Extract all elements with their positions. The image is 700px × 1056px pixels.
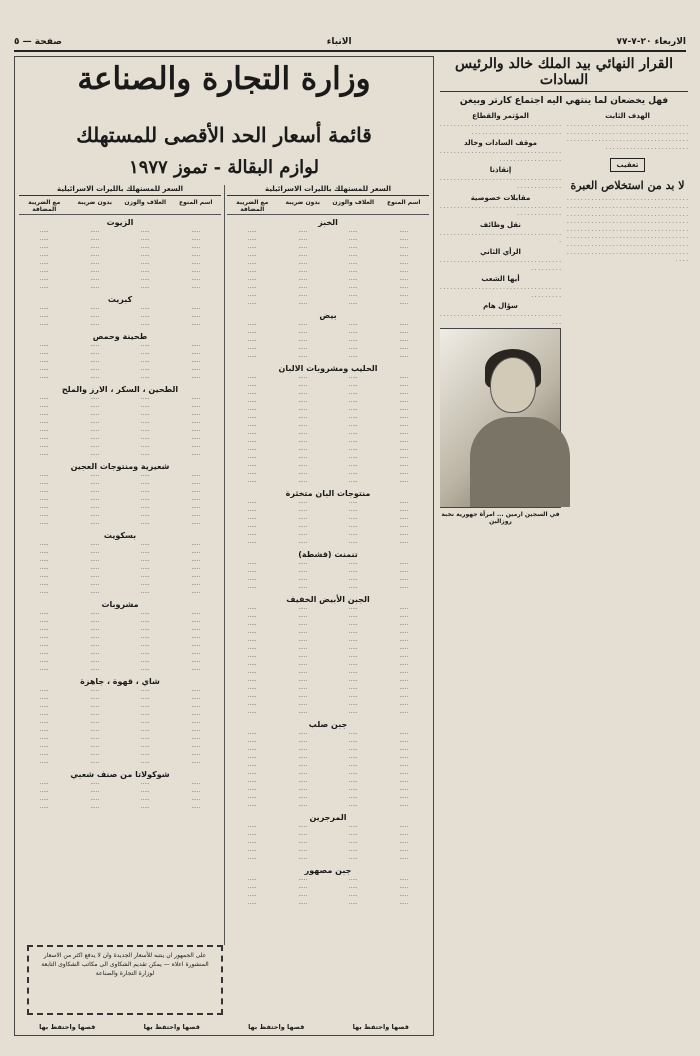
price-row: ····· ····· ····· ····· bbox=[247, 840, 409, 846]
price-row: ····· ····· ····· ····· bbox=[247, 678, 409, 684]
clip-label: قصها واحتفظ بها bbox=[143, 1023, 200, 1031]
price-row: ····· ····· ····· ····· bbox=[39, 752, 201, 758]
price-row: ····· ····· ····· ····· bbox=[247, 779, 409, 785]
price-row: ····· ····· ····· ····· bbox=[247, 354, 409, 360]
price-row: ····· ····· ····· ····· bbox=[247, 423, 409, 429]
price-row: ····· ····· ····· ····· bbox=[39, 712, 201, 718]
price-row: ····· ····· ····· ····· bbox=[39, 696, 201, 702]
price-row: ····· ····· ····· ····· bbox=[247, 447, 409, 453]
price-row: ····· ····· ····· ····· bbox=[247, 630, 409, 636]
price-row: ····· ····· ····· ····· bbox=[39, 436, 201, 442]
price-row: ····· ····· ····· ····· bbox=[247, 338, 409, 344]
price-row: ····· ····· ····· ····· bbox=[247, 407, 409, 413]
price-row: ····· ····· ····· ····· bbox=[247, 787, 409, 793]
price-row: ····· ····· ····· ····· bbox=[39, 728, 201, 734]
price-row: ····· ····· ····· ····· bbox=[39, 322, 201, 328]
price-row: ····· ····· ····· ····· bbox=[247, 747, 409, 753]
price-row: ····· ····· ····· ····· bbox=[247, 269, 409, 275]
price-row: ····· ····· ····· ····· bbox=[247, 516, 409, 522]
price-row: ····· ····· ····· ····· bbox=[39, 367, 201, 373]
price-row: ····· ····· ····· ····· bbox=[247, 885, 409, 891]
price-row: ····· ····· ····· ····· bbox=[247, 614, 409, 620]
price-row: ····· ····· ····· ····· bbox=[39, 797, 201, 803]
price-row: ····· ····· ····· ····· bbox=[247, 638, 409, 644]
price-row: ····· ····· ····· ····· bbox=[39, 558, 201, 564]
price-row: ····· ····· ····· ····· bbox=[247, 293, 409, 299]
price-row: ····· ····· ····· ····· bbox=[39, 253, 201, 259]
article-body: الهدف الثابت . . . . . . . . . . . . . . . . . . . . . . . . . . . . . . . . . . . . . . . . . . . . . . . . . . . . . . . . . . . . . . . . . . . . . . . . . . . . . . . . . . . . . . . . . . . . . . . . . . . . . . . . . . . . . . . . . . . . . . . . . . . . . . . . . تعقيب لا بد من استخلاص العبرة . . . . . . . . . . . . . . . . . . . . . . . . . . . . . . . . . . . . . . . . . . . . . . . . . . . . . . . . . . . . . . . . . . . . . . . . . . . . . . . . . . . . . . . . . . . . . . . . . . . . . . . . . . . . . . . . . . . . . . . . . . . . . . . . . . . . . . . . . . . . . . . . . . . . . . . . . . . . . . . . . . . . . . . . . . . . . . . . . . . . . . . . . . . . . . . . . . . . . . . . . . . . . . . . . . . . . . . . . . . . . . . . . . . . . . . . . . . . . . . . . . . . . . . . . . . . . . . . . . . . . . . . . . . . . . . . . . . . . . . . . . . . المؤتمر والقطاع . . . . . . . . . . . . . . . . . . . . . . . . . . . . . . . . . . . . . . . . . . . . . . . . . . . . . . . . . . . . . موقف السادات وخالد . . . . . . . . . . . . . . . . . . . . . . . . . . . . . . . . . . . . . . . . . . . . . . . . . . . . . إنقاذنا . . . . . . . . . . . . . . . . . . . . . . . . . . . . . . . . . . . . . . . . . . . . . . . . مقابلات خصوصية . . . . . . . . . . . . . . . . . . . . . . . . . . . . . . . . . . . . . . . . . . . . . . . . نقل وظائف . . . . . . . . . . . . . . . . . . . . . . . . . . . . . . . . . . . . الرأي الثاني . . . . . . . . . . . . . . . . . . . . . . . . . . . . . . . . . . . . . . . . . . . . أيها الشعب . . . . . . . . . . . . . . . . . . . . . . . . . . . . . . . . . . . . . . . . . . . . سؤال هام . . . . . . . . . . . . . . . . . . . . . . . . . . . . . . . . . . . . . . في السجين ارمين ... امرأة جهورية نخبة روزالين bbox=[440, 112, 688, 525]
subsection-title: سؤال هام bbox=[483, 302, 518, 311]
price-row: ····· ····· ····· ····· bbox=[39, 744, 201, 750]
price-row: ····· ····· ····· ····· bbox=[39, 412, 201, 418]
price-row: ····· ····· ····· ····· bbox=[247, 731, 409, 737]
price-row: ····· ····· ····· ····· bbox=[247, 301, 409, 307]
column-header: السعر للمستهلك بالليرات الاسرائيلية bbox=[19, 185, 221, 196]
price-row: ····· ····· ····· ····· bbox=[247, 261, 409, 267]
price-row: ····· ····· ····· ····· bbox=[39, 444, 201, 450]
section-title: شوكولاتا من صنف شعبي bbox=[70, 770, 170, 779]
price-row: ····· ····· ····· ····· bbox=[247, 322, 409, 328]
price-row: ····· ····· ····· ····· bbox=[247, 508, 409, 514]
subsection-title: نقل وظائف bbox=[480, 220, 521, 229]
price-row: ····· ····· ····· ····· bbox=[39, 542, 201, 548]
subsection-title: موقف السادات وخالد bbox=[463, 139, 538, 148]
price-row: ····· ····· ····· ····· bbox=[39, 306, 201, 312]
list-date-title: لوازم البقالة - تموز ١٩٧٧ bbox=[129, 157, 319, 178]
table-header: اسم المنوع الغلاف والوزن بدون ضريبة مع الضريبة المضافة bbox=[227, 198, 429, 215]
price-row: ····· ····· ····· ····· bbox=[247, 686, 409, 692]
price-row: ····· ····· ····· ····· bbox=[39, 805, 201, 811]
price-row: ····· ····· ····· ····· bbox=[247, 524, 409, 530]
price-row: ····· ····· ····· ····· bbox=[247, 399, 409, 405]
price-row: ····· ····· ····· ····· bbox=[39, 659, 201, 665]
price-row: ····· ····· ····· ····· bbox=[39, 229, 201, 235]
price-row: ····· ····· ····· ····· bbox=[247, 439, 409, 445]
price-row: ····· ····· ····· ····· bbox=[247, 702, 409, 708]
section-title: جبن صلب bbox=[308, 720, 348, 729]
price-row: ····· ····· ····· ····· bbox=[247, 824, 409, 830]
price-row: ····· ····· ····· ····· bbox=[39, 513, 201, 519]
price-row: ····· ····· ····· ····· bbox=[39, 269, 201, 275]
section-title: بيض bbox=[319, 311, 337, 320]
price-row: ····· ····· ····· ····· bbox=[247, 383, 409, 389]
page-header bbox=[14, 34, 686, 52]
section-title: الحليب ومشروبات الالبان bbox=[278, 364, 378, 373]
price-row: ····· ····· ····· ····· bbox=[39, 359, 201, 365]
price-row: ····· ····· ····· ····· bbox=[247, 670, 409, 676]
table-header: اسم المنوع الغلاف والوزن بدون ضريبة مع الضريبة المضافة bbox=[19, 198, 221, 215]
subsection-title: الرأي الثاني bbox=[480, 247, 521, 256]
price-row: ····· ····· ····· ····· bbox=[247, 532, 409, 538]
portrait-photo bbox=[440, 328, 561, 508]
price-row: ····· ····· ····· ····· bbox=[247, 253, 409, 259]
price-row: ····· ····· ····· ····· bbox=[39, 404, 201, 410]
price-row: ····· ····· ····· ····· bbox=[247, 245, 409, 251]
paper-name: الانباء bbox=[326, 37, 352, 47]
price-sections bbox=[227, 218, 429, 908]
price-row: ····· ····· ····· ····· bbox=[247, 832, 409, 838]
price-row: ····· ····· ····· ····· bbox=[247, 710, 409, 716]
list-subtitle: قائمة أسعار الحد الأقصى للمستهلك bbox=[76, 123, 372, 147]
price-row: ····· ····· ····· ····· bbox=[39, 619, 201, 625]
price-row: ····· ····· ····· ····· bbox=[247, 229, 409, 235]
price-row: ····· ····· ····· ····· bbox=[39, 452, 201, 458]
price-row: ····· ····· ····· ····· bbox=[247, 237, 409, 243]
price-row: ····· ····· ····· ····· bbox=[247, 694, 409, 700]
price-row: ····· ····· ····· ····· bbox=[39, 566, 201, 572]
article-headline: القرار النهائي بيد الملك خالد والرئيس السادات bbox=[440, 56, 688, 92]
price-row: ····· ····· ····· ····· bbox=[247, 803, 409, 809]
section-title: الزيوت bbox=[106, 218, 134, 227]
price-row: ····· ····· ····· ····· bbox=[247, 763, 409, 769]
price-row: ····· ····· ····· ····· bbox=[247, 346, 409, 352]
price-row: ····· ····· ····· ····· bbox=[247, 455, 409, 461]
price-row: ····· ····· ····· ····· bbox=[247, 622, 409, 628]
section-title: مشروبات bbox=[101, 600, 139, 609]
price-row: ····· ····· ····· ····· bbox=[39, 760, 201, 766]
price-row: ····· ····· ····· ····· bbox=[247, 606, 409, 612]
subsection-title: المؤتمر والقطاع bbox=[472, 112, 529, 120]
price-row: ····· ····· ····· ····· bbox=[39, 574, 201, 580]
price-row: ····· ····· ····· ····· bbox=[39, 704, 201, 710]
column-header: السعر للمستهلك بالليرات الاسرائيلية bbox=[227, 185, 429, 196]
price-row: ····· ····· ····· ····· bbox=[39, 582, 201, 588]
article-subhead: فهل يخضعان لما ينتهي اليه اجتماع كارتر وبيغن bbox=[459, 96, 669, 106]
price-row: ····· ····· ····· ····· bbox=[39, 237, 201, 243]
price-row: ····· ····· ····· ····· bbox=[39, 285, 201, 291]
price-row: ····· ····· ····· ····· bbox=[247, 893, 409, 899]
price-row: ····· ····· ····· ····· bbox=[39, 277, 201, 283]
date-line: الاربعاء ٢٠-٧-٧٧ bbox=[616, 37, 686, 47]
section-title: شعيرية ومنتوجات العجين bbox=[70, 462, 170, 471]
section-title: كبريت bbox=[107, 295, 133, 304]
price-row: ····· ····· ····· ····· bbox=[247, 856, 409, 862]
price-row: ····· ····· ····· ····· bbox=[247, 285, 409, 291]
ministry-title: وزارة التجارة والصناعة bbox=[77, 61, 371, 97]
subsection-title: إنقاذنا bbox=[489, 166, 512, 175]
price-row: ····· ····· ····· ····· bbox=[39, 667, 201, 673]
article-column bbox=[440, 56, 688, 1036]
price-row: ····· ····· ····· ····· bbox=[39, 245, 201, 251]
price-row: ····· ····· ····· ····· bbox=[247, 277, 409, 283]
price-row: ····· ····· ····· ····· bbox=[39, 550, 201, 556]
price-row: ····· ····· ····· ····· bbox=[39, 396, 201, 402]
price-row: ····· ····· ····· ····· bbox=[39, 420, 201, 426]
price-row: ····· ····· ····· ····· bbox=[39, 481, 201, 487]
price-row: ····· ····· ····· ····· bbox=[247, 771, 409, 777]
price-column-right bbox=[227, 185, 429, 945]
price-row: ····· ····· ····· ····· bbox=[247, 739, 409, 745]
price-row: ····· ····· ····· ····· bbox=[39, 781, 201, 787]
price-row: ····· ····· ····· ····· bbox=[247, 471, 409, 477]
section-title: منتوجات البان متخثرة bbox=[285, 489, 371, 498]
subsection-title: مقابلات خصوصية bbox=[470, 193, 531, 202]
price-row: ····· ····· ····· ····· bbox=[247, 577, 409, 583]
price-column-left bbox=[19, 185, 221, 945]
price-row: ····· ····· ····· ····· bbox=[39, 375, 201, 381]
price-row: ····· ····· ····· ····· bbox=[39, 314, 201, 320]
price-row: ····· ····· ····· ····· bbox=[247, 415, 409, 421]
section-title: المرجرين bbox=[309, 813, 347, 822]
price-row: ····· ····· ····· ····· bbox=[39, 428, 201, 434]
price-row: ····· ····· ····· ····· bbox=[39, 635, 201, 641]
price-row: ····· ····· ····· ····· bbox=[247, 375, 409, 381]
price-row: ····· ····· ····· ····· bbox=[247, 795, 409, 801]
price-list-box bbox=[14, 56, 434, 1036]
price-row: ····· ····· ····· ····· bbox=[247, 463, 409, 469]
clip-footer bbox=[15, 1023, 433, 1031]
price-row: ····· ····· ····· ····· bbox=[247, 479, 409, 485]
price-row: ····· ····· ····· ····· bbox=[247, 646, 409, 652]
price-row: ····· ····· ····· ····· bbox=[39, 651, 201, 657]
section-title: تنمنت (قشطة) bbox=[298, 550, 358, 559]
price-row: ····· ····· ····· ····· bbox=[39, 789, 201, 795]
price-row: ····· ····· ····· ····· bbox=[247, 569, 409, 575]
price-row: ····· ····· ····· ····· bbox=[39, 590, 201, 596]
price-row: ····· ····· ····· ····· bbox=[247, 585, 409, 591]
price-row: ····· ····· ····· ····· bbox=[247, 540, 409, 546]
price-row: ····· ····· ····· ····· bbox=[247, 877, 409, 883]
price-row: ····· ····· ····· ····· bbox=[39, 627, 201, 633]
consumer-notice: على الجمهور ان ينتبه للأسعار الجديدة وان لا يدفع اكثر من الاسعار المنشورة اعلاه — يمكن تقديم الشكاوى الى مكاتب الشكاوى التابعة لوزارة التجارة والصناعة bbox=[27, 945, 223, 1015]
price-row: ····· ····· ····· ····· bbox=[39, 643, 201, 649]
clip-label: قصها واحتفظ بها bbox=[248, 1023, 305, 1031]
price-row: ····· ····· ····· ····· bbox=[39, 688, 201, 694]
section-title: الجبن الأبيض الخفيف bbox=[286, 595, 370, 604]
price-row: ····· ····· ····· ····· bbox=[39, 521, 201, 527]
price-row: ····· ····· ····· ····· bbox=[247, 330, 409, 336]
subsection-title: الهدف الثابت bbox=[605, 112, 650, 120]
page-number: صفحة — ٥ bbox=[14, 37, 62, 47]
price-sections bbox=[19, 218, 221, 812]
clip-label: قصها واحتفظ بها bbox=[352, 1023, 409, 1031]
section-title: طحينة وحمص bbox=[92, 332, 148, 341]
section-title: شاي ، قهوة ، جاهزة bbox=[80, 677, 160, 686]
price-row: ····· ····· ····· ····· bbox=[39, 351, 201, 357]
price-row: ····· ····· ····· ····· bbox=[39, 261, 201, 267]
price-row: ····· ····· ····· ····· bbox=[247, 901, 409, 907]
price-row: ····· ····· ····· ····· bbox=[39, 611, 201, 617]
opinion-box-title: لا بد من استخلاص العبرة bbox=[570, 179, 685, 193]
clip-label: قصها واحتفظ بها bbox=[39, 1023, 96, 1031]
price-row: ····· ····· ····· ····· bbox=[39, 489, 201, 495]
price-row: ····· ····· ····· ····· bbox=[39, 497, 201, 503]
price-row: ····· ····· ····· ····· bbox=[39, 505, 201, 511]
price-row: ····· ····· ····· ····· bbox=[39, 720, 201, 726]
price-row: ····· ····· ····· ····· bbox=[39, 343, 201, 349]
section-title: جبن مصهور bbox=[304, 866, 352, 875]
price-row: ····· ····· ····· ····· bbox=[247, 848, 409, 854]
price-row: ····· ····· ····· ····· bbox=[247, 561, 409, 567]
price-row: ····· ····· ····· ····· bbox=[247, 391, 409, 397]
price-row: ····· ····· ····· ····· bbox=[247, 654, 409, 660]
subsection-title: أيها الشعب bbox=[481, 275, 520, 284]
price-row: ····· ····· ····· ····· bbox=[247, 431, 409, 437]
commentary-logo: تعقيب bbox=[610, 158, 646, 172]
section-title: الطحين ، السكر ، الارز والملح bbox=[61, 385, 179, 394]
photo-caption: في السجين ارمين ... امرأة جهورية نخبة روزالين bbox=[441, 510, 560, 525]
section-title: الخبز bbox=[318, 218, 338, 227]
price-row: ····· ····· ····· ····· bbox=[247, 662, 409, 668]
price-row: ····· ····· ····· ····· bbox=[39, 473, 201, 479]
section-title: بسكويت bbox=[103, 531, 137, 540]
price-row: ····· ····· ····· ····· bbox=[39, 736, 201, 742]
price-row: ····· ····· ····· ····· bbox=[247, 755, 409, 761]
price-row: ····· ····· ····· ····· bbox=[247, 500, 409, 506]
